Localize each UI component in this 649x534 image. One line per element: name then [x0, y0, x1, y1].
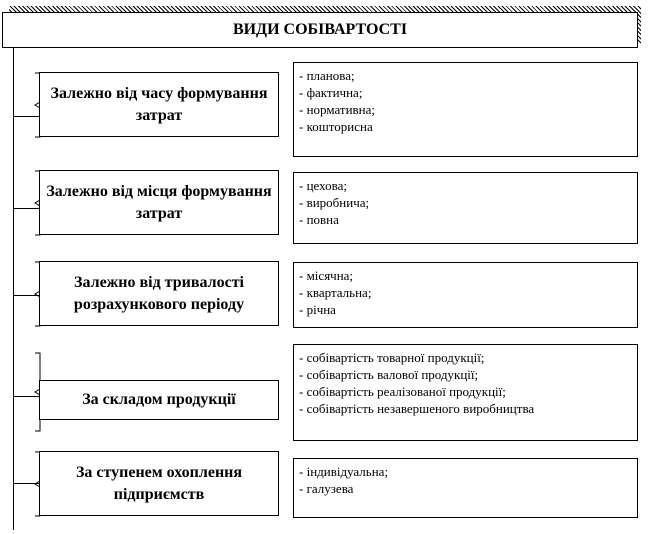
subtypes-box	[293, 344, 638, 441]
category-label: Залежно від тривалості розрахункового періоду	[73, 273, 245, 313]
subtype-item: - цехова;	[299, 178, 347, 193]
subtype-item: - повна	[299, 212, 339, 227]
title-box	[2, 12, 638, 48]
subtype-item: - галузева	[299, 481, 354, 496]
category-box	[39, 451, 279, 516]
subtypes-box	[293, 262, 638, 328]
category-box	[39, 380, 279, 420]
subtype-item: - фактична;	[299, 85, 363, 100]
subtype-item: - виробнича;	[299, 195, 370, 210]
subtypes-box	[293, 62, 638, 157]
category-box	[39, 72, 279, 137]
subtype-item: - собівартість валової продукції;	[299, 367, 479, 382]
diagram-title: ВИДИ СОБІВАРТОСТІ	[232, 21, 408, 38]
category-label: Залежно від місця формування затрат	[46, 182, 272, 222]
category-label: Залежно від часу формування затрат	[50, 84, 268, 124]
subtype-item: - квартальна;	[299, 285, 372, 300]
category-label: За складом продукції	[82, 391, 236, 408]
subtype-item: - планова;	[299, 68, 355, 83]
subtype-item: - собівартість незавершеного виробництва	[299, 401, 535, 416]
subtype-item: - місячна;	[299, 268, 354, 283]
subtype-item: - собівартість реалізованої продукції;	[299, 384, 506, 399]
category-box	[39, 261, 279, 326]
connector-spine	[13, 48, 14, 530]
subtype-item: - кошторисна	[299, 119, 373, 134]
subtype-item: - нормативна;	[299, 102, 376, 117]
subtype-item: - річна	[299, 302, 336, 317]
category-box	[39, 170, 279, 235]
subtypes-box	[293, 458, 638, 518]
subtype-item: - собівартість товарної продукції;	[299, 350, 485, 365]
subtypes-box	[293, 172, 638, 244]
subtype-item: - індивідуальна;	[299, 464, 389, 479]
category-label: За ступенем охоплення підприємств	[75, 463, 243, 503]
